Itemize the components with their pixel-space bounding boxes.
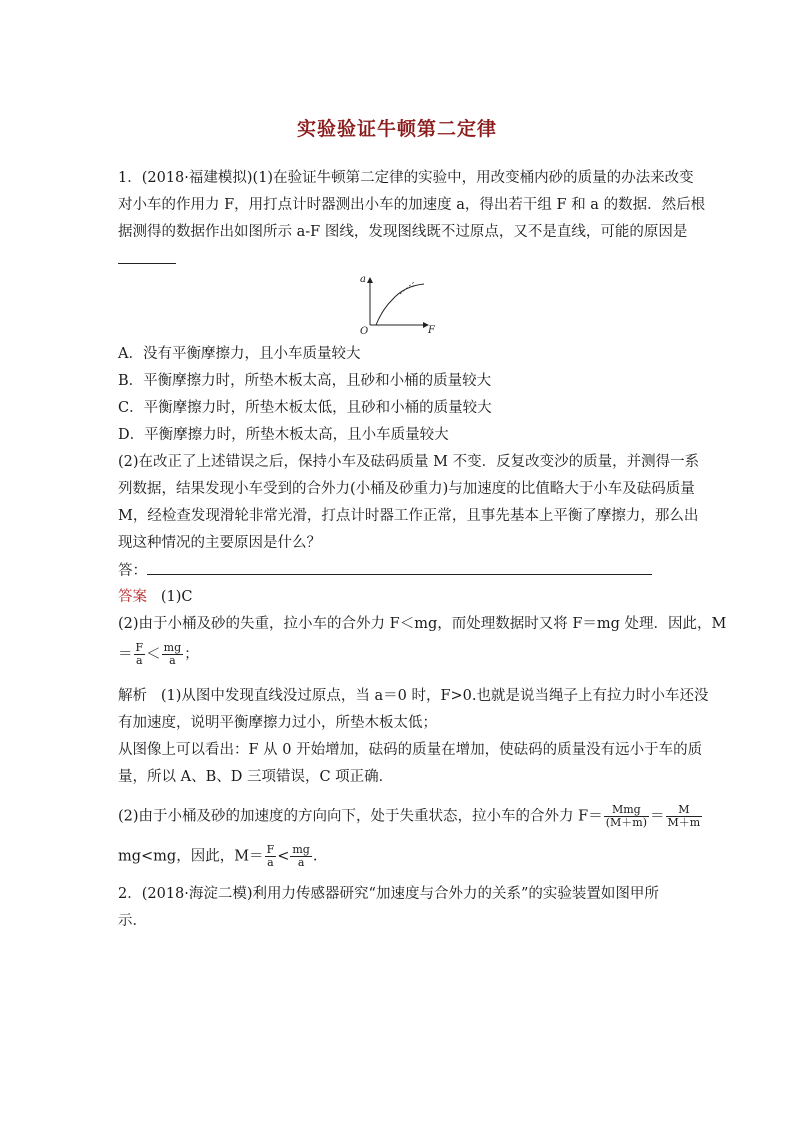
answer-part1: (1)C	[160, 589, 193, 605]
analysis-line-5: (2)由于小桶及砂的加速度的方向向下，处于失重状态，拉小车的合外力 F＝ $\frac{\text{Mmg}}{(M+m)}$ ＝ $\frac{M}{M+m}$	[118, 803, 701, 829]
fraction-mg-over-a: $\frac{mg}{a}$	[163, 641, 182, 667]
answer-line-1	[118, 587, 192, 607]
origin-label: O	[360, 326, 369, 336]
y-axis-label: a	[360, 274, 366, 285]
q1-line-2: 对小车的作用力 F，用打点计时器测出小车的加速度 a，得出若干组 F 和 a 的数据．然后根	[118, 197, 706, 213]
fraction-f-over-a: $\frac{F}{a}$	[135, 641, 144, 667]
q1-part2-line-4: 现这种情况的主要原因是什么？	[118, 535, 321, 551]
answer-prompt: 答：	[118, 563, 147, 579]
option-a: A．没有平衡摩擦力，且小车质量较大	[118, 346, 361, 362]
analysis-label: 解析	[118, 688, 147, 704]
answer-label: 答案	[118, 589, 147, 605]
q1-answer-blank	[118, 249, 176, 270]
analysis-line-3: 从图像上可以看出：F 从 0 开始增加，砝码的质量在增加，使砝码的质量没有远小于车的质	[118, 742, 703, 758]
page-title: 实验验证牛顿第二定律	[296, 118, 497, 140]
answer-line-3: ＝ $\frac{F}{a}$ ＜ $\frac{mg}{a}$ ；	[118, 641, 199, 667]
fraction-mmg-over-m-plus-m: $\frac{\text{Mmg}}{(M+m)}$	[605, 803, 647, 829]
analysis-line-6: mg<mg，因此，M＝ $\frac{F}{a}$ < $\frac{mg}{a}$ .	[118, 843, 318, 869]
q1-answer-line	[118, 560, 652, 581]
fraction-f-over-a-2: $\frac{F}{a}$	[266, 843, 275, 869]
q1-line-3: 据测得的数据作出如图所示 a-F 图线，发现图线既不过原点，又不是直线，可能的原因是	[118, 224, 688, 240]
x-axis-label: F	[428, 325, 435, 336]
analysis-line-1: 解析 (1)从图中发现直线没过原点，当 a＝0 时，F>0.也就是说当绳子上有拉力时小车还没	[118, 688, 709, 704]
q1-part2-line-3: M，经检查发现滑轮非常光滑，打点计时器工作正常，且事先基本上平衡了摩擦力，那么出	[118, 508, 699, 524]
q1-line-1: 1．(2018·福建模拟)(1)在验证牛顿第二定律的实验中，用改变桶内砂的质量的办法来改变	[118, 170, 694, 186]
q2-line-2: 示．	[118, 913, 147, 929]
fraction-mg-over-a-2: $\frac{mg}{a}$	[292, 843, 310, 869]
analysis-line-4: 量，所以 A、B、D 三项错误，C 项正确．	[118, 769, 394, 785]
analysis-line-2: 有加速度，说明平衡摩擦力过小，所垫木板太低；	[118, 715, 437, 731]
option-d: D．平衡摩擦力时，所垫木板太高，且小车质量较大	[118, 427, 449, 443]
fraction-m-over-m-plus-m: $\frac{M}{M+m}$	[667, 803, 701, 829]
a-f-graph	[352, 270, 442, 336]
tangent-dashed-line	[400, 282, 414, 294]
q2-line-1: 2．(2018·海淀二模)利用力传感器研究“加速度与合外力的关系”的实验装置如图甲所	[118, 886, 659, 902]
option-b: B．平衡摩擦力时，所垫木板太高，且砂和小桶的质量较大	[118, 373, 492, 389]
q1-part2-line-2: 列数据，结果发现小车受到的合外力(小桶及砂重力)与加速度的比值略大于小车及砝码质量	[118, 481, 695, 497]
q1-part2-line-1: (2)在改正了上述错误之后，保持小车及砝码质量 M 不变．反复改变沙的质量，并测得一系	[118, 454, 700, 470]
graph-curve	[376, 284, 424, 325]
answer-line-2: (2)由于小桶及砂的失重，拉小车的合外力 F＜mg，而处理数据时又将 F＝mg 处理．因此，M	[118, 616, 727, 632]
a-f-graph-figure	[352, 270, 442, 336]
option-c: C．平衡摩擦力时，所垫木板太低，且砂和小桶的质量较大	[118, 400, 492, 416]
answer-blank	[147, 560, 652, 575]
